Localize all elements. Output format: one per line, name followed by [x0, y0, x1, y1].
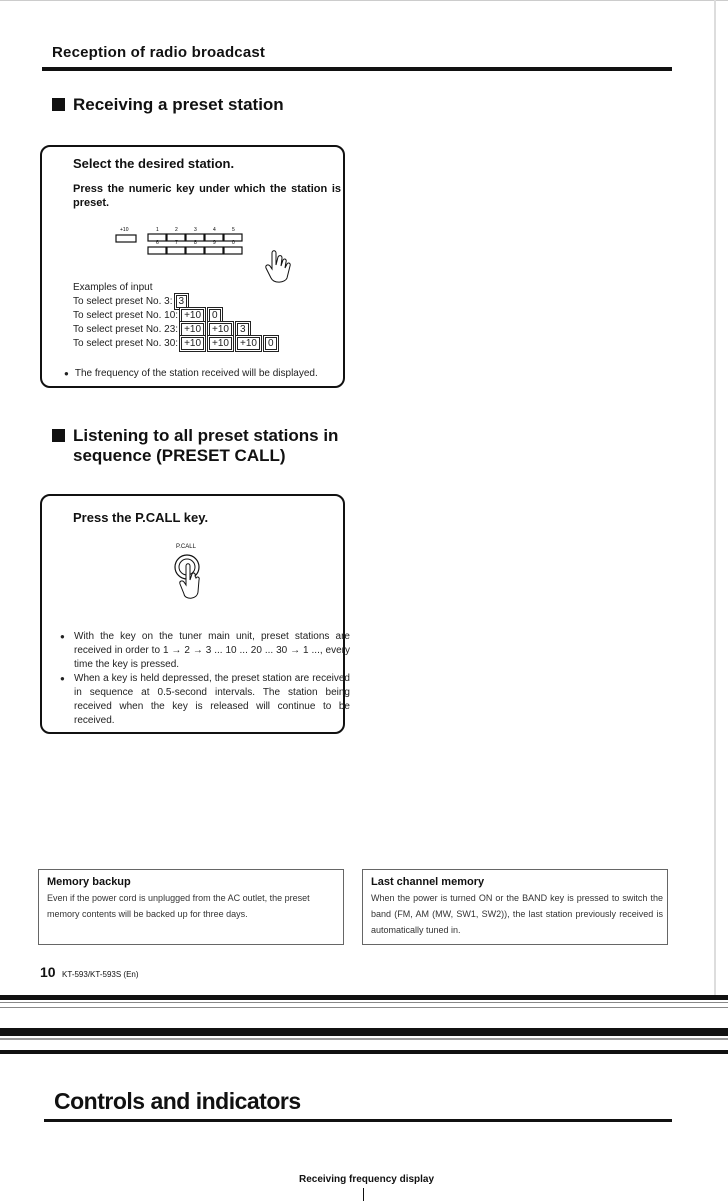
- list-item: ● With the key on the tuner main unit, preset stations are received in order to 1 → 2 → 3 ... 10 ... 20 ... 30 → 1 ..., every time the key is pressed.: [74, 630, 350, 672]
- frequency-note: ● The frequency of the station received will be displayed.: [64, 368, 318, 379]
- key-box: 3: [176, 295, 188, 308]
- last-channel-box: [362, 869, 668, 945]
- key-box: +10: [181, 337, 204, 350]
- keypad-plus10-label: +10: [120, 227, 129, 233]
- key-label-4: 4: [213, 227, 216, 233]
- key-label-5: 5: [232, 227, 235, 233]
- key-box: +10: [237, 337, 260, 350]
- key-box: +10: [181, 309, 204, 322]
- controls-indicators-title: Controls and indicators: [54, 1088, 301, 1114]
- separator-band-2: [0, 1028, 728, 1036]
- examples-title: Examples of input: [73, 282, 153, 293]
- square-bullet-icon: [52, 98, 65, 111]
- key-0: [224, 247, 242, 254]
- page-footer: [40, 964, 139, 982]
- page-edge: [714, 0, 716, 1000]
- key-label-1: 1: [156, 227, 159, 233]
- key-plus10: [116, 235, 136, 242]
- instruction-text: Press the numeric key under which the station is preset.: [73, 183, 341, 209]
- example-label: To select preset No. 10:: [73, 310, 179, 321]
- callout-line: [363, 1188, 364, 1201]
- pcall-box: [40, 494, 350, 734]
- example-row: [73, 337, 279, 351]
- page-header-title: Reception of radio broadcast: [52, 44, 266, 61]
- top-edge: [0, 0, 728, 1]
- memory-backup-box: [38, 869, 344, 945]
- key-label-3: 3: [194, 227, 197, 233]
- pcall-label: P.CALL: [176, 544, 196, 550]
- key-box: 3: [237, 323, 249, 336]
- example-row: [73, 295, 279, 309]
- box-title: Press the P.CALL key.: [73, 510, 209, 525]
- key-6: [148, 247, 166, 254]
- separator-band-3: [0, 1050, 728, 1054]
- controls-rule: [44, 1119, 672, 1122]
- memory-backup-text: Even if the power cord is unplugged from the AC outlet, the preset memory contents will be backed up for three days.: [47, 893, 310, 919]
- key-label-8: 8: [194, 240, 197, 246]
- key-7: [167, 247, 185, 254]
- model-number: KT-593/KT-593S (En): [62, 970, 139, 979]
- header-rule: [42, 67, 672, 71]
- key-label-6: 6: [156, 240, 159, 246]
- key-8: [186, 247, 204, 254]
- numeric-keypad-illustration: [114, 223, 304, 285]
- hand-pointer-icon: [266, 251, 290, 282]
- key-box: 0: [209, 309, 221, 322]
- last-channel-text: When the power is turned ON or the BAND key is pressed to switch the band (FM, AM (MW, SW1, SW2)), the last station previously received is automatically tuned in.: [371, 893, 663, 935]
- receiving-frequency-label: Receiving frequency display: [299, 1174, 435, 1185]
- key-box: +10: [209, 337, 232, 350]
- example-label: To select preset No. 3:: [73, 296, 173, 307]
- bullet-icon: ●: [64, 369, 69, 378]
- last-channel-title: Last channel memory: [371, 876, 485, 888]
- key-label-7: 7: [175, 240, 178, 246]
- key-label-9: 9: [213, 240, 216, 246]
- section-receiving-preset-heading: Receiving a preset station: [52, 95, 284, 115]
- select-station-box: [40, 145, 345, 388]
- example-row: [73, 323, 279, 337]
- square-bullet-icon: [52, 429, 65, 442]
- key-box: 0: [265, 337, 277, 350]
- example-row: [73, 309, 279, 323]
- pcall-bullet-list: [56, 630, 350, 728]
- separator-band-1: [0, 995, 728, 1000]
- box-title: Select the desired station.: [73, 156, 235, 171]
- pcall-key-illustration: [172, 552, 208, 608]
- list-item: ● When a key is held depressed, the preset station are received in sequence at 0.5-second intervals. The station being received when the key is released will continue to be received.: [74, 672, 350, 728]
- key-label-2: 2: [175, 227, 178, 233]
- hand-pointer-icon: [180, 564, 199, 599]
- key-box: +10: [209, 323, 232, 336]
- key-label-0: 0: [232, 240, 235, 246]
- example-label: To select preset No. 23:: [73, 324, 179, 335]
- memory-backup-title: Memory backup: [47, 876, 131, 888]
- page-number: 10: [40, 964, 56, 980]
- section-preset-call-heading: Listening to all preset stations in sequence (PRESET CALL): [52, 426, 338, 466]
- example-label: To select preset No. 30:: [73, 338, 179, 349]
- key-box: +10: [181, 323, 204, 336]
- examples-list: [73, 295, 279, 351]
- key-9: [205, 247, 223, 254]
